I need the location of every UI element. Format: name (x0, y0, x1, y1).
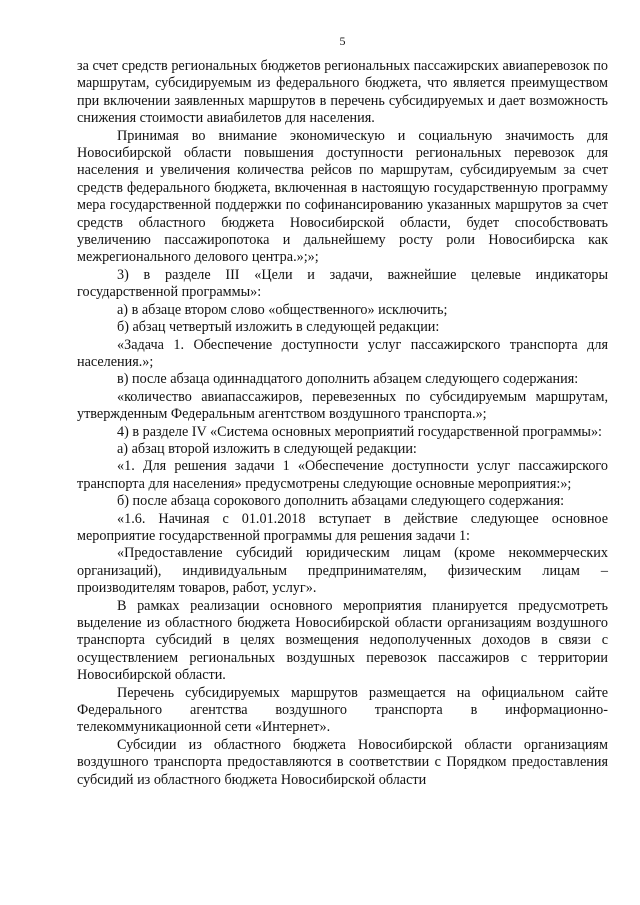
paragraph: а) абзац второй изложить в следующей редакции: (117, 440, 417, 457)
paragraph: «Задача 1. Обеспечение доступности услуг пассажирского транспорта для населения.»; (77, 336, 608, 370)
paragraph: В рамках реализации основного мероприятия планируется предусмотреть выделение из областного бюджета Новосибирской области организациям воздушного транспорта субсидий в целях возмещения недополученных доходов в связи с осуществлением региональных воздушных перевозок пассажиров с территории Новосибирской области. (77, 597, 608, 684)
paragraph: 3) в разделе III «Цели и задачи, важнейшие целевые индикаторы государственной программы»: (77, 266, 608, 301)
paragraph: «количество авиапассажиров, перевезенных по субсидируемым маршрутам, утвержденным Федеральным агентством воздушного транспорта.»; (77, 388, 608, 423)
paragraph: б) после абзаца сорокового дополнить абзацами следующего содержания: (117, 493, 565, 510)
paragraph: «1.6. Начиная с 01.01.2018 вступает в действие следующее основное мероприятие государственной программы для решения задачи 1: (77, 510, 608, 544)
paragraph: в) после абзаца одиннадцатого дополнить абзацем следующего содержания: (117, 371, 579, 388)
paragraph: 4) в разделе IV «Система основных мероприятий государственной программы»: (117, 423, 602, 440)
paragraph: а) в абзаце втором слово «общественного» исключить; (117, 301, 448, 318)
paragraph: за счет средств региональных бюджетов региональных пассажирских авиаперевозок по маршрутам, субсидируемым из федерального бюджета, что является преимуществом при включении заявленных маршрутов в перечень субсидируемых и дает возможность снижения стоимости авиабилетов для населения. (77, 58, 608, 127)
paragraph: б) абзац четвертый изложить в следующей редакции: (117, 319, 440, 336)
paragraph: «1. Для решения задачи 1 «Обеспечение доступности услуг пассажирского транспорта для населения» предусмотрены следующие основные мероприятия:»; (77, 458, 608, 492)
paragraph: Принимая во внимание экономическую и социальную значимость для Новосибирской области повышения доступности региональных перевозок для населения и увеличения количества рейсов по маршрутам, субсидируемым за счет средств федерального бюджета, включенная в настоящую государственную программу мера государственной поддержки по софинансированию указанных маршрутов за счет средств областного бюджета Новосибирской области, будет способствовать увеличению пассажиропотока и дальнейшему росту роли Новосибирска как межрегионального делового центра.»;»; (77, 127, 608, 266)
paragraph: Перечень субсидируемых маршрутов размещается на официальном сайте Федерального агентства воздушного транспорта в информационно-телекоммуникационной сети «Интернет». (77, 684, 608, 736)
paragraph: Субсидии из областного бюджета Новосибирской области организациям воздушного транспорта предоставляются в соответствии с Порядком предоставления субсидий из областного бюджета Новосибирской области (77, 736, 608, 788)
paragraph: «Предоставление субсидий юридическим лицам (кроме некоммерческих организаций), индивидуальным предпринимателям, физическим лицам – производителям товаров, работ, услуг». (77, 545, 608, 597)
page-number: 5 (339, 34, 346, 48)
document-body (77, 58, 608, 789)
